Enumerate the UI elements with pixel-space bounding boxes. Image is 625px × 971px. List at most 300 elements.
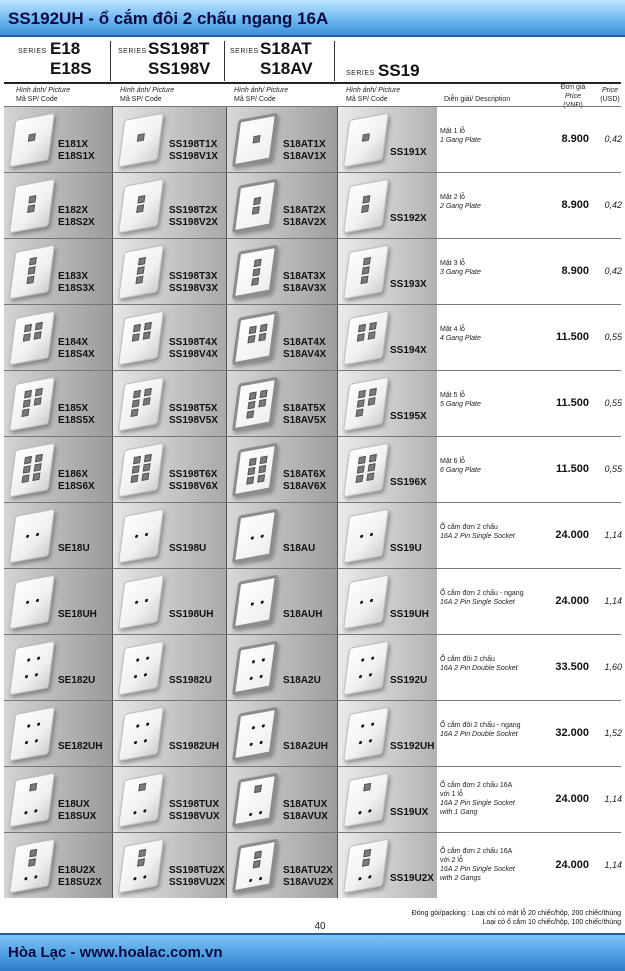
series-ss198 (118, 39, 222, 83)
gang-hole-icon (249, 326, 257, 335)
product-cell (4, 239, 112, 304)
socket-pin-icon (259, 877, 262, 881)
price-vnd: 11.500 (555, 397, 589, 409)
socket-pin-icon (361, 658, 364, 662)
product-code: SS198TUX (169, 799, 220, 810)
product-code: S18AT2X (283, 205, 326, 216)
price-usd: 0,55 (604, 332, 622, 342)
socket-pin-icon (134, 741, 137, 745)
socket-pin-icon (262, 724, 265, 728)
product-cell (226, 767, 337, 832)
product-code: S18AV5X (283, 415, 327, 426)
plate-image (118, 443, 164, 498)
socket-pin-icon (358, 877, 361, 881)
product-cell (4, 437, 112, 502)
plate-image (118, 839, 164, 894)
gang-hole-icon (132, 399, 140, 408)
product-code: S18AV2X (283, 217, 327, 228)
divider (334, 41, 335, 81)
product-cell (226, 833, 337, 898)
gang-hole-icon (251, 277, 259, 286)
gang-hole-icon (257, 474, 265, 483)
gang-hole-icon (358, 456, 366, 465)
plate-image (9, 311, 55, 366)
gang-hole-icon (29, 783, 37, 792)
product-code: SS198U (169, 543, 207, 554)
table-row (4, 370, 621, 436)
socket-pin-icon (144, 673, 147, 677)
gang-hole-icon (133, 456, 141, 465)
product-code: SS198V4X (169, 349, 218, 360)
product-code: SE182U (58, 675, 96, 686)
product-cell (337, 173, 437, 238)
gang-hole-icon (361, 276, 369, 285)
series-code: S18AV (260, 59, 313, 78)
socket-pin-icon (35, 739, 38, 743)
product-code: SS1982UH (169, 741, 220, 752)
socket-pin-icon (146, 722, 149, 726)
product-cell (337, 767, 437, 832)
gang-hole-icon (260, 324, 268, 333)
gang-hole-icon (35, 322, 43, 331)
product-cell (4, 569, 112, 634)
product-cell (226, 437, 337, 502)
product-code: S18AT5X (283, 403, 326, 414)
product-cell (4, 635, 112, 700)
gang-hole-icon (252, 206, 260, 215)
gang-hole-icon (246, 410, 254, 419)
price-usd: 1,60 (604, 662, 622, 672)
socket-pin-icon (368, 875, 371, 879)
plate-image (343, 773, 389, 828)
product-cell (112, 371, 226, 436)
gang-hole-icon (131, 409, 139, 418)
socket-pin-icon (249, 879, 252, 883)
description: Ổ cắm đơn 2 chấu - ngang 16A 2 Pin Single Socket (440, 590, 524, 606)
socket-pin-icon (135, 600, 138, 604)
plate-image (118, 113, 164, 168)
product-code: S18AT1X (283, 139, 326, 150)
product-code: S18AV4X (283, 349, 327, 360)
table-row (4, 436, 621, 502)
gang-hole-icon (133, 324, 141, 333)
gang-hole-icon (363, 257, 371, 266)
price-vnd: 8.900 (561, 265, 589, 277)
socket-pin-icon (360, 600, 363, 604)
product-code: SS196X (390, 477, 427, 488)
socket-pin-icon (146, 656, 149, 660)
plate-image (9, 179, 55, 234)
product-code: S18AT6X (283, 469, 326, 480)
product-code: S18AT3X (283, 271, 326, 282)
table-row (4, 106, 621, 172)
price-vnd: 11.500 (555, 331, 589, 343)
description: Ổ cắm đôi 2 chấu - ngang 16A 2 Pin Double Socket (440, 722, 521, 738)
product-cell (4, 503, 112, 568)
product-cell (337, 503, 437, 568)
gang-hole-icon (361, 204, 369, 213)
plate-image (118, 311, 164, 366)
description: Ổ cắm đơn 2 chấu 16A với 2 lỗ 16A 2 Pin Single Socket with 2 Gangs (440, 848, 515, 882)
product-code: SS19U2X (390, 873, 434, 884)
product-code: SS198T5X (169, 403, 218, 414)
plate-image (9, 245, 55, 300)
price-usd: 1,14 (604, 530, 622, 540)
gang-hole-icon (357, 465, 365, 474)
socket-pin-icon (360, 534, 363, 538)
gang-hole-icon (369, 322, 377, 331)
product-code: S18AVUX (283, 811, 328, 822)
socket-pin-icon (36, 533, 39, 537)
plate-image (118, 773, 164, 828)
product-code: SE18U (58, 543, 90, 554)
gang-hole-icon (137, 266, 145, 275)
product-code: S18AUH (283, 609, 323, 620)
socket-pin-icon (370, 599, 373, 603)
product-code: SS198T1X (169, 139, 218, 150)
socket-pin-icon (133, 811, 136, 815)
product-code: E18S1X (58, 151, 95, 162)
gang-hole-icon (249, 458, 257, 467)
gang-hole-icon (132, 333, 140, 342)
product-cell (4, 173, 112, 238)
product-cell (337, 107, 437, 172)
series-code: SS19 (378, 61, 420, 80)
socket-pin-icon (251, 536, 254, 540)
table-row (4, 172, 621, 238)
series-tag: SERIES (346, 70, 375, 77)
plate-image (232, 443, 278, 498)
price-vnd: 24.000 (555, 793, 589, 805)
socket-pin-icon (249, 813, 252, 817)
product-code: SS19U (390, 543, 422, 554)
product-cell (226, 635, 337, 700)
gang-hole-icon (369, 454, 377, 463)
gang-hole-icon (24, 390, 32, 399)
product-code: S18AVU2X (283, 877, 334, 888)
socket-pin-icon (259, 741, 262, 745)
product-cell (112, 767, 226, 832)
product-code: S18AV6X (283, 481, 327, 492)
product-code: SS198V6X (169, 481, 218, 492)
plate-image (232, 179, 278, 234)
table-row (4, 832, 621, 898)
product-code: E181X (58, 139, 89, 150)
product-code: SS198TU2X (169, 865, 225, 876)
product-cell (4, 833, 112, 898)
gang-hole-icon (362, 195, 370, 204)
product-code: SS198VUX (169, 811, 220, 822)
price-vnd: 24.000 (555, 529, 589, 541)
gang-hole-icon (143, 331, 151, 340)
description: Ổ cắm đơn 2 chấu 16A 2 Pin Single Socket (440, 524, 515, 540)
product-cell (4, 305, 112, 370)
socket-pin-icon (25, 741, 28, 745)
price-usd: 0,55 (604, 398, 622, 408)
table-row (4, 700, 621, 766)
col-picture-header: Hình ảnh/ Picture Mã SP/ Code (346, 87, 401, 103)
gang-hole-icon (28, 133, 36, 142)
socket-pin-icon (358, 811, 361, 815)
product-code: SS19UX (390, 807, 429, 818)
plate-image (9, 575, 55, 630)
gang-hole-icon (254, 259, 262, 268)
series-ss19 (346, 39, 446, 83)
plate-image (343, 575, 389, 630)
price-usd: 0,42 (604, 200, 622, 210)
plate-image (343, 509, 389, 564)
header-rule (4, 82, 621, 84)
gang-hole-icon (356, 409, 364, 418)
product-cell (112, 305, 226, 370)
catalog-page (0, 37, 625, 933)
product-cell (337, 239, 437, 304)
gang-hole-icon (29, 849, 37, 858)
gang-hole-icon (369, 388, 377, 397)
gang-hole-icon (368, 331, 376, 340)
product-code: SS192UH (390, 741, 435, 752)
table-row (4, 634, 621, 700)
socket-pin-icon (34, 875, 37, 879)
socket-pin-icon (24, 811, 27, 815)
col-picture-header: Hình ảnh/ Picture Mã SP/ Code (120, 87, 175, 103)
page-number: 40 (314, 921, 326, 932)
product-cell (337, 569, 437, 634)
product-code: E18U2X (58, 865, 96, 876)
socket-pin-icon (27, 724, 30, 728)
price-vnd: 8.900 (561, 199, 589, 211)
gang-hole-icon (34, 397, 42, 406)
gang-hole-icon (34, 463, 42, 472)
gang-hole-icon (362, 266, 370, 275)
product-cell (337, 437, 437, 502)
product-cell (337, 371, 437, 436)
gang-hole-icon (132, 465, 140, 474)
socket-pin-icon (145, 599, 148, 603)
gang-hole-icon (358, 390, 366, 399)
socket-pin-icon (261, 534, 264, 538)
table-row (4, 238, 621, 304)
gang-hole-icon (258, 333, 266, 342)
product-cell (226, 503, 337, 568)
gang-hole-icon (258, 399, 266, 408)
price-vnd: 24.000 (555, 595, 589, 607)
gang-hole-icon (357, 333, 365, 342)
gang-hole-icon (131, 475, 139, 484)
gang-hole-icon (137, 858, 145, 867)
plate-image (9, 377, 55, 432)
gang-hole-icon (248, 335, 256, 344)
gang-hole-icon (143, 463, 151, 472)
plate-image (118, 245, 164, 300)
product-cell (4, 701, 112, 766)
product-code: SS198VU2X (169, 877, 226, 888)
description: Ổ cắm đôi 2 chấu 16A 2 Pin Double Socket (440, 656, 518, 672)
product-cell (112, 833, 226, 898)
gang-hole-icon (23, 465, 31, 474)
price-usd: 1,14 (604, 860, 622, 870)
socket-pin-icon (368, 809, 371, 813)
gang-hole-icon (22, 409, 30, 418)
socket-pin-icon (259, 811, 262, 815)
product-code: E185X (58, 403, 89, 414)
plate-image (343, 113, 389, 168)
gang-hole-icon (358, 324, 366, 333)
product-code: SS192U (390, 675, 428, 686)
divider (110, 41, 111, 81)
socket-pin-icon (369, 739, 372, 743)
plate-image (343, 641, 389, 696)
description: Mặt 1 lỗ 1 Gang Plate (440, 128, 481, 144)
gang-hole-icon (27, 276, 35, 285)
description: Ổ cắm đơn 2 chấu 16A với 1 lỗ 16A 2 Pin Single Socket with 1 Gang (440, 782, 515, 816)
product-cell (112, 239, 226, 304)
gang-hole-icon (138, 783, 146, 792)
description: Mặt 5 lỗ 5 Gang Plate (440, 392, 481, 408)
gang-hole-icon (28, 195, 36, 204)
socket-pin-icon (36, 599, 39, 603)
product-code: SS198V2X (169, 217, 218, 228)
product-cell (226, 371, 337, 436)
product-code: E18SU2X (58, 877, 102, 888)
product-code: SS198V3X (169, 283, 218, 294)
socket-pin-icon (134, 675, 137, 679)
gang-hole-icon (362, 858, 370, 867)
plate-image (343, 245, 389, 300)
table-row (4, 304, 621, 370)
socket-pin-icon (25, 675, 28, 679)
gang-hole-icon (138, 849, 146, 858)
socket-pin-icon (136, 724, 139, 728)
col-description-header: Diễn giải/ Description (444, 96, 511, 103)
plate-image (118, 509, 164, 564)
gang-hole-icon (356, 475, 364, 484)
plate-image (118, 575, 164, 630)
price-vnd: 24.000 (555, 859, 589, 871)
product-cell (337, 701, 437, 766)
plate-image (232, 641, 278, 696)
product-code: SS198T6X (169, 469, 218, 480)
product-code: E182X (58, 205, 89, 216)
plate-image (232, 773, 278, 828)
product-code: SS198V5X (169, 415, 218, 426)
socket-pin-icon (27, 658, 30, 662)
product-cell (226, 239, 337, 304)
product-code: S18A2UH (283, 741, 329, 752)
series-tag: SERIES (230, 48, 259, 55)
plate-image (9, 509, 55, 564)
series-e18 (18, 39, 108, 83)
gang-hole-icon (248, 467, 256, 476)
socket-pin-icon (26, 600, 29, 604)
series-code: E18 (50, 39, 81, 58)
plate-image (343, 839, 389, 894)
socket-pin-icon (135, 534, 138, 538)
price-usd: 0,42 (604, 266, 622, 276)
gang-hole-icon (138, 257, 146, 266)
socket-pin-icon (262, 658, 265, 662)
gang-hole-icon (35, 454, 43, 463)
socket-pin-icon (144, 739, 147, 743)
packing-note: Đóng gói/packing : Loại chỉ có mặt lỗ 20 chiếc/hộp, 200 chiếc/thùng Loại có ổ cắm 10 chiếc/hộp, 100 chiếc/thùng (411, 910, 621, 926)
series-tag: SERIES (118, 48, 147, 55)
plate-image (232, 113, 278, 168)
gang-hole-icon (357, 399, 365, 408)
col-picture-header: Hình ảnh/ Picture Mã SP/ Code (16, 87, 71, 103)
description: Mặt 2 lỗ 2 Gang Plate (440, 194, 481, 210)
gang-hole-icon (254, 851, 262, 860)
socket-pin-icon (369, 673, 372, 677)
gang-hole-icon (253, 135, 261, 144)
series-code: S18AT (260, 39, 312, 58)
gang-hole-icon (144, 388, 152, 397)
product-code: E186X (58, 469, 89, 480)
price-usd: 1,14 (604, 794, 622, 804)
socket-pin-icon (26, 534, 29, 538)
gang-hole-icon (34, 331, 42, 340)
product-cell (226, 173, 337, 238)
product-cell (112, 173, 226, 238)
socket-pin-icon (371, 722, 374, 726)
socket-pin-icon (359, 675, 362, 679)
plate-image (232, 839, 278, 894)
price-vnd: 11.500 (555, 463, 589, 475)
socket-pin-icon (143, 809, 146, 813)
product-code: E18S4X (58, 349, 95, 360)
socket-pin-icon (37, 656, 40, 660)
price-usd: 1,52 (604, 728, 622, 738)
socket-pin-icon (37, 722, 40, 726)
product-cell (337, 833, 437, 898)
product-code: SS198T3X (169, 271, 218, 282)
description: Mặt 6 lỗ 6 Gang Plate (440, 458, 481, 474)
plate-image (9, 113, 55, 168)
col-picture-header: Hình ảnh/ Picture Mã SP/ Code (234, 87, 289, 103)
plate-image (232, 575, 278, 630)
gang-hole-icon (133, 390, 141, 399)
product-code: E183X (58, 271, 89, 282)
socket-pin-icon (34, 809, 37, 813)
table-row (4, 568, 621, 634)
product-cell (112, 569, 226, 634)
socket-pin-icon (133, 877, 136, 881)
plate-image (343, 443, 389, 498)
gang-hole-icon (136, 204, 144, 213)
gang-hole-icon (253, 860, 261, 869)
socket-pin-icon (250, 676, 253, 680)
plate-image (232, 311, 278, 366)
product-code: S18AV1X (283, 151, 327, 162)
gang-hole-icon (141, 472, 149, 481)
socket-pin-icon (359, 741, 362, 745)
gang-hole-icon (252, 268, 260, 277)
product-code: S18ATUX (283, 799, 328, 810)
product-code: SS192X (390, 213, 427, 224)
socket-pin-icon (371, 656, 374, 660)
socket-pin-icon (259, 675, 262, 679)
gang-hole-icon (368, 463, 376, 472)
product-code: S18A2U (283, 675, 321, 686)
product-cell (112, 503, 226, 568)
price-usd: 1,14 (604, 596, 622, 606)
gang-hole-icon (258, 465, 266, 474)
socket-pin-icon (250, 742, 253, 746)
product-code: SS198UH (169, 609, 214, 620)
product-cell (112, 701, 226, 766)
series-code: E18S (50, 59, 92, 78)
product-cell (4, 371, 112, 436)
socket-pin-icon (251, 602, 254, 606)
